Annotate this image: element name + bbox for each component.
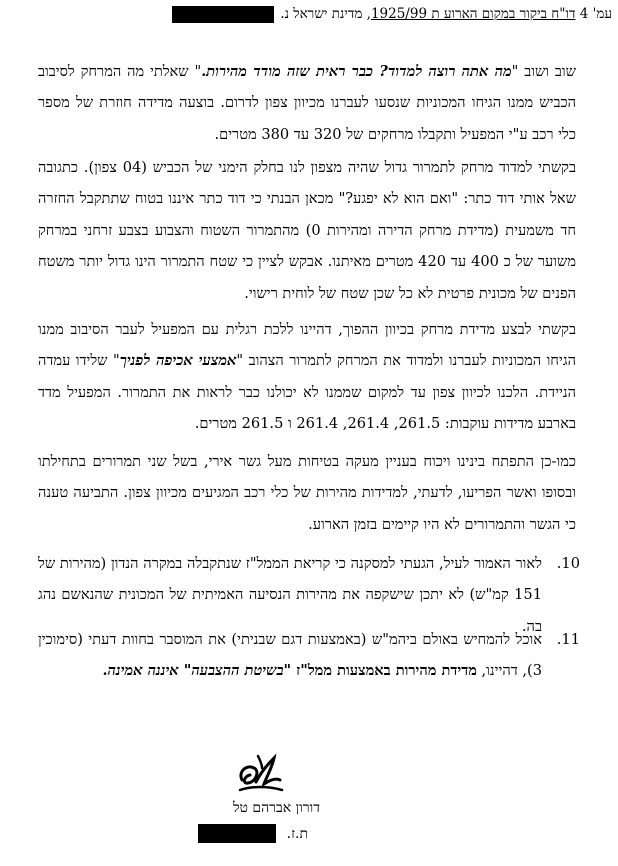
paragraph-3-text-b: " שלידו עמדה הניידת. הלכנו לכיוון צפון עד למקום שממנו לא יכולנו כבר לראות את התמרור. המפעיל מדד בארבע מדידות עוקבות: 261.5, 261.4, 261.4 ו 261.5 מטרים. [38, 352, 576, 433]
redacted-defendant-name [172, 6, 274, 23]
item-11-bold: מדידת מהירות באמצעות ממל"ז [291, 662, 477, 680]
state-prefix: , מדינת ישראל נ. [280, 6, 371, 22]
signer-name: דורון אברהם טל [232, 800, 320, 816]
paragraph-3-quote: אמצעי אכיפה לפניך [119, 352, 237, 370]
item-number: 11. [556, 631, 580, 648]
numbered-item-11 [38, 624, 580, 687]
redacted-id-number [198, 824, 276, 843]
report-reference-text: דו"ח ביקור במקום הארוע ת 1925/99 [370, 6, 576, 22]
page-header [142, 4, 612, 24]
item-number: 10. [556, 555, 580, 572]
id-label: ת.ז. [286, 826, 308, 842]
page-number: עמ' 4 [579, 6, 612, 22]
paragraph-2: בקשתי למדוד מרחק לתמרור גדול שהיה מצפון לנו בחלק הימני של הכביש (04 צפון). כתגובה שאל אותי דוד כתר: "ואם הוא לא יפגע?" מכאן הבנתי כי דוד כתר איננו בטוח שתתקבל החזרה חד משמעית (מדידת מרחק הדירה ומהירות 0) מהתמרור השטוח והצבוע בצבע זרחני במרחק משוער של כ 400 עד 420 מטרים מאיתנו. אבקש לציין כי שטח התמרור הינו גדול יותר משטח הפנים של מכונית פרטית לא כל שכן שטח של לוחית רישוי. [38, 159, 577, 302]
id-number-line [198, 824, 308, 844]
item-text [38, 624, 542, 687]
paragraph-1 [38, 56, 576, 150]
item-11-text: אוכל להמחיש באולם ביהמ"ש (באמצעות דגם שבניתי) את המוסבר בחוות דעתי (סימוכין 3), דהיינו, [38, 631, 542, 680]
handwritten-signature [234, 750, 286, 796]
paragraph-4: כמו-כן התפתח בינינו ויכוח בעניין מעקה בטיחות מעל גשר אירי, בשל שני תמרורים בתחילתו ובסופו ואשר הפריעו, לדעתי, למדידות מהירות של כלי רכב המגיעים מכיוון צפון. התביעה טענה כי הגשר והתמרורים לא היו קיימים בזמן הארוע. [38, 453, 576, 533]
report-reference [371, 6, 576, 22]
paragraph-1-text-b: " שאלתי מה המרחק לסיבוב הכביש ממנו הגיחו המכוניות שנסעו לעברנו מכיוון צפון לדרום. בוצעה מדידה חוזרת של מספר כלי רכב ע"י המפעיל ותקבלו מרחקים של 320 עד 380 מטרים. [38, 63, 576, 143]
item-text: לאור האמור לעיל, הגעתי למסקנה כי קריאת הממל"ז שנתקבלה במקרה הנדון (מהירות של 151 קמ"ש) לא יתכן שישקפה את מהירות הנסיעה האמיתית של המכונית שהנאשם נהג בה. [38, 555, 542, 635]
paragraph-3 [38, 314, 576, 440]
item-11-quote: "בשיטת ההצבעה" איננה אמינה [107, 662, 292, 680]
paragraph-1-text-a: שוב ושוב " [511, 63, 576, 80]
item-11-end: . [102, 662, 108, 680]
paragraph-3-text-a: בקשתי לבצע מדידת מרחק בכיוון ההפוך, דהיינו ללכת רגלית עם המפעיל לעבר הסיבוב ממנו הגיחו המכוניות לעברנו ולמדוד את המרחק לתמרור הצהוב " [38, 321, 576, 370]
paragraph-1-quote: מה אתה רוצה למדוד? כבר ראית שזה מודד מהירות. [201, 63, 512, 80]
